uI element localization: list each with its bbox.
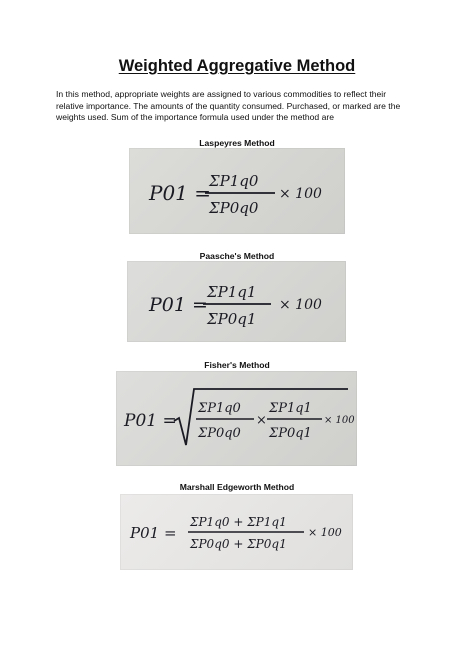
laspeyres-formula-photo [129, 148, 345, 234]
fisher-heading: Fisher's Method [204, 360, 270, 370]
formula-lhs: P01 = [130, 524, 177, 542]
intro-line: relative importance. The amounts of the quantity consumed. Purchased, or marked are the [56, 100, 401, 111]
formula-lhs: P01 = [149, 294, 208, 316]
marshall-edgeworth-heading: Marshall Edgeworth Method [179, 482, 295, 492]
page-title: Weighted Aggregative Method [118, 57, 356, 75]
formula-numerator-2: ΣP1q1 [269, 401, 312, 416]
laspeyres-formula [129, 148, 345, 234]
fisher-formula [116, 371, 357, 466]
formula-denominator: ΣP0q0 [209, 199, 259, 217]
formula-multiplier: × 100 [279, 186, 322, 202]
marshall-edgeworth-formula-photo [120, 494, 353, 570]
formula-denominator-1: ΣP0q0 [198, 426, 241, 441]
intro-line: weights used. Sum of the importance formula used under the method are [56, 112, 335, 122]
formula-denominator: ΣP0q1 [207, 310, 257, 328]
intro-line: In this method, appropriate weights are assigned to various commodities to reflect their [56, 89, 387, 99]
formula-multiplier: × 100 [308, 526, 342, 539]
paasche-formula [127, 261, 346, 342]
paasche-formula-photo [127, 261, 346, 342]
formula-numerator: ΣP1q1 [207, 283, 257, 301]
formula-denominator-2: ΣP0q1 [269, 426, 312, 441]
formula-lhs: P01 = [149, 181, 212, 205]
formula-numerator: ΣP1q0 + ΣP1q1 [190, 515, 287, 529]
intro-paragraph [56, 89, 432, 124]
fisher-formula-photo [116, 371, 357, 466]
formula-multiplier: × 100 [279, 297, 322, 313]
marshall-edgeworth-formula [120, 494, 353, 570]
formula-times: × [256, 413, 267, 428]
formula-lhs: P01 = [124, 411, 177, 431]
formula-numerator: ΣP1q0 [209, 172, 259, 190]
formula-denominator: ΣP0q0 + ΣP0q1 [190, 537, 287, 551]
formula-numerator-1: ΣP1q0 [198, 401, 241, 416]
formula-multiplier: × 100 [324, 415, 355, 426]
paasche-heading: Paasche's Method [199, 251, 275, 261]
laspeyres-heading: Laspeyres Method [199, 138, 275, 148]
